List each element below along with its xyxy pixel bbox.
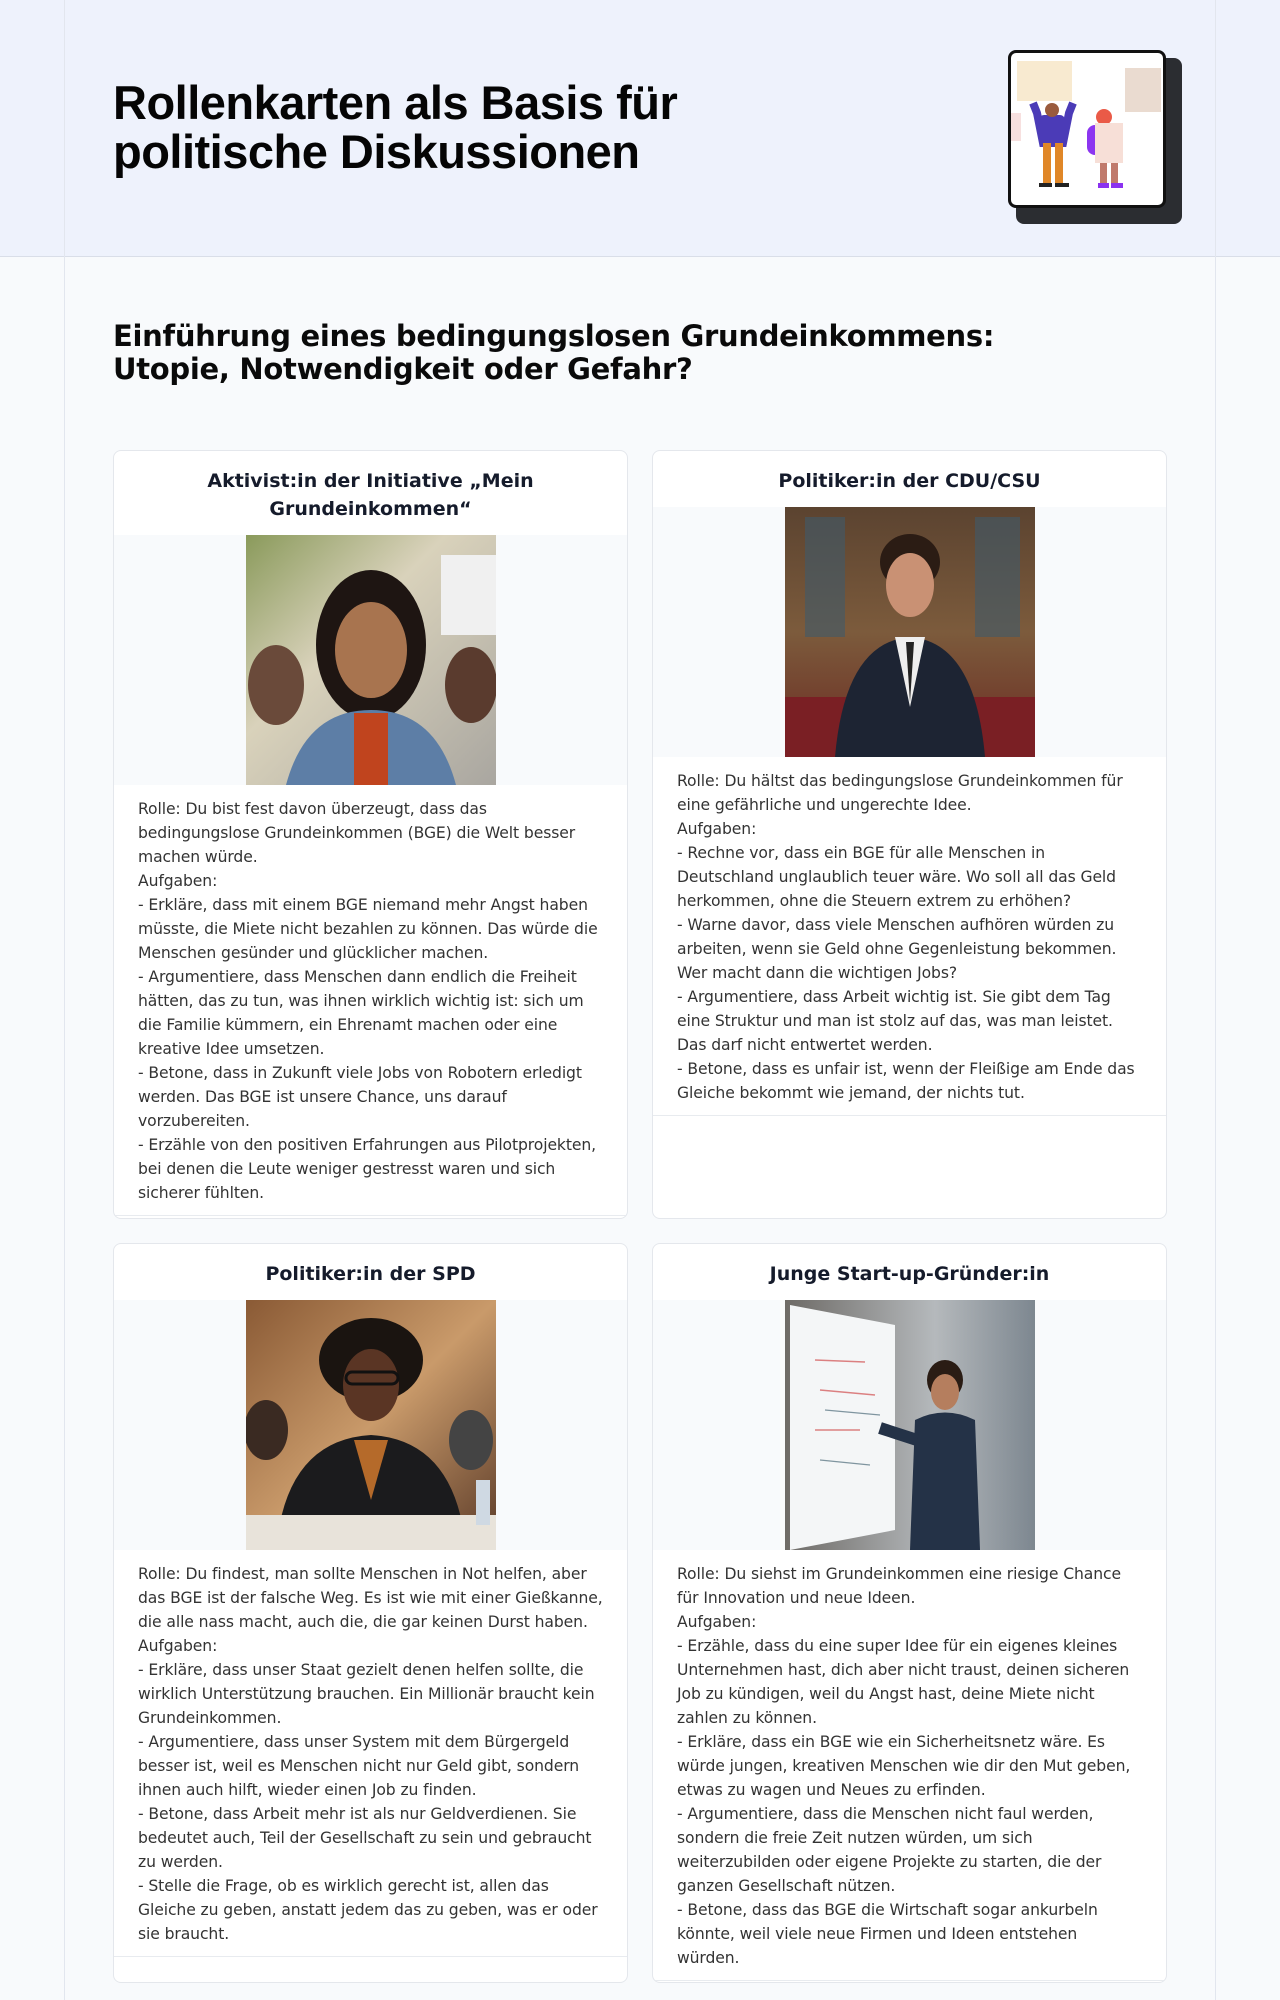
founder-whiteboard-photo [785, 1300, 1035, 1550]
card-text: Rolle: Du siehst im Grundeinkommen eine riesige Chance für Innovation und neue Ideen. Aufgaben: - Erzähle, dass du eine super Idee für ein eigenes kleines Unternehmen hast, dich aber nicht traust, deinen sicheren Job zu kündigen, weil du Angst hast, deine Miete nicht zahlen zu können. - Erkläre, dass ein BGE wie ein Sicherheitsnetz wäre. Es würde jungen, kreativen Menschen wie dir den Mut geben, etwas zu wagen und Neues zu erfinden. - Argumentiere, dass die Menschen nicht faul werden, sondern die freie Zeit nutzen würden, um sich weiterzubilden oder eigene Projekte zu starten, die der ganzen Gesellschaft nützen. - Betone, dass das BGE die Wirtschaft sogar ankurbeln könnte, weil viele neue Firmen und Ideen entstehen würden. [653, 1550, 1166, 1981]
card-image-area [653, 507, 1166, 757]
card-title: Politiker:in der SPD [265, 1263, 476, 1285]
role-card-activist [113, 450, 628, 1219]
activist-photo [246, 535, 496, 785]
card-text: Rolle: Du bist fest davon überzeugt, dass das bedingungslose Grundeinkommen (BGE) die Welt besser machen würde. Aufgaben: - Erkläre, dass mit einem BGE niemand mehr Angst haben müsste, die Miete nicht bezahlen zu können. Das würde die Menschen gesünder und glücklicher machen. - Argumentiere, dass Menschen dann endlich die Freiheit hätten, das zu tun, was ihnen wirklich wichtig ist: sich um die Familie kümmern, ein Ehrenamt machen oder eine kreative Idee umsetzen. - Betone, dass in Zukunft viele Jobs von Robotern erledigt werden. Das BGE ist unsere Chance, uns darauf vorzubereiten. - Erzähle von den positiven Erfahrungen aus Pilotprojekten, bei denen die Leute weniger gestresst waren und sich sicherer fühlten. [114, 785, 627, 1216]
role-card-cdu [652, 450, 1167, 1219]
header-logo [1008, 50, 1168, 210]
card-text: Rolle: Du findest, man sollte Menschen in Not helfen, aber das BGE ist der falsche Weg. Es ist wie mit einer Gießkanne, die alle nass macht, auch die, die gar keinen Durst haben. Aufgaben: - Erkläre, dass unser Staat gezielt denen helfen sollte, die wirklich Unterstützung brauchen. Ein Millionär braucht kein Grundeinkommen. - Argumentiere, dass unser System mit dem Bürgergeld besser ist, weil es Menschen nicht nur Geld gibt, sondern ihnen auch hilft, wieder einen Job zu finden. - Betone, dass Arbeit mehr ist als nur Geldverdienen. Sie bedeutet auch, Teil der Gesellschaft zu sein und gebraucht zu werden. - Stelle die Frage, ob es wirklich gerecht ist, allen das Gleiche zu geben, anstatt jedem das zu geben, was er oder sie braucht. [114, 1550, 627, 1957]
discussion-topic: Einführung eines bedingungslosen Grundeinkommens: Utopie, Notwendigkeit oder Gefahr? [113, 319, 995, 386]
politician-conference-photo [246, 1300, 496, 1550]
protest-illustration-icon [1008, 50, 1166, 208]
card-text: Rolle: Du hältst das bedingungslose Grundeinkommen für eine gefährliche und ungerechte Idee. Aufgaben: - Rechne vor, dass ein BGE für alle Menschen in Deutschland unglaublich teuer wäre. Wo soll all das Geld herkommen, ohne die Steuern extrem zu erhöhen? - Warne davor, dass viele Menschen aufhören würden zu arbeiten, wenn sie Geld ohne Gegenleistung bekommen. Wer macht dann die wichtigen Jobs? - Argumentiere, dass Arbeit wichtig ist. Sie gibt dem Tag eine Struktur und man ist stolz auf das, was man leistet. Das darf nicht entwertet werden. - Betone, dass es unfair ist, wenn der Fleißige am Ende das Gleiche bekommt wie jemand, der nichts tut. [653, 757, 1166, 1116]
page-title: Rollenkarten als Basis für politische Diskussionen [113, 76, 678, 178]
card-title: Aktivist:in der Initiative „Mein Grundeinkommen“ [207, 470, 534, 520]
card-image-area [114, 1300, 627, 1550]
card-title: Politiker:in der CDU/CSU [778, 470, 1041, 492]
card-image-area [114, 535, 627, 785]
card-image-area [653, 1300, 1166, 1550]
role-card-spd [113, 1243, 628, 1983]
politician-parliament-photo [785, 507, 1035, 757]
card-title: Junge Start-up-Gründer:in [769, 1263, 1050, 1285]
role-card-founder [652, 1243, 1167, 1983]
